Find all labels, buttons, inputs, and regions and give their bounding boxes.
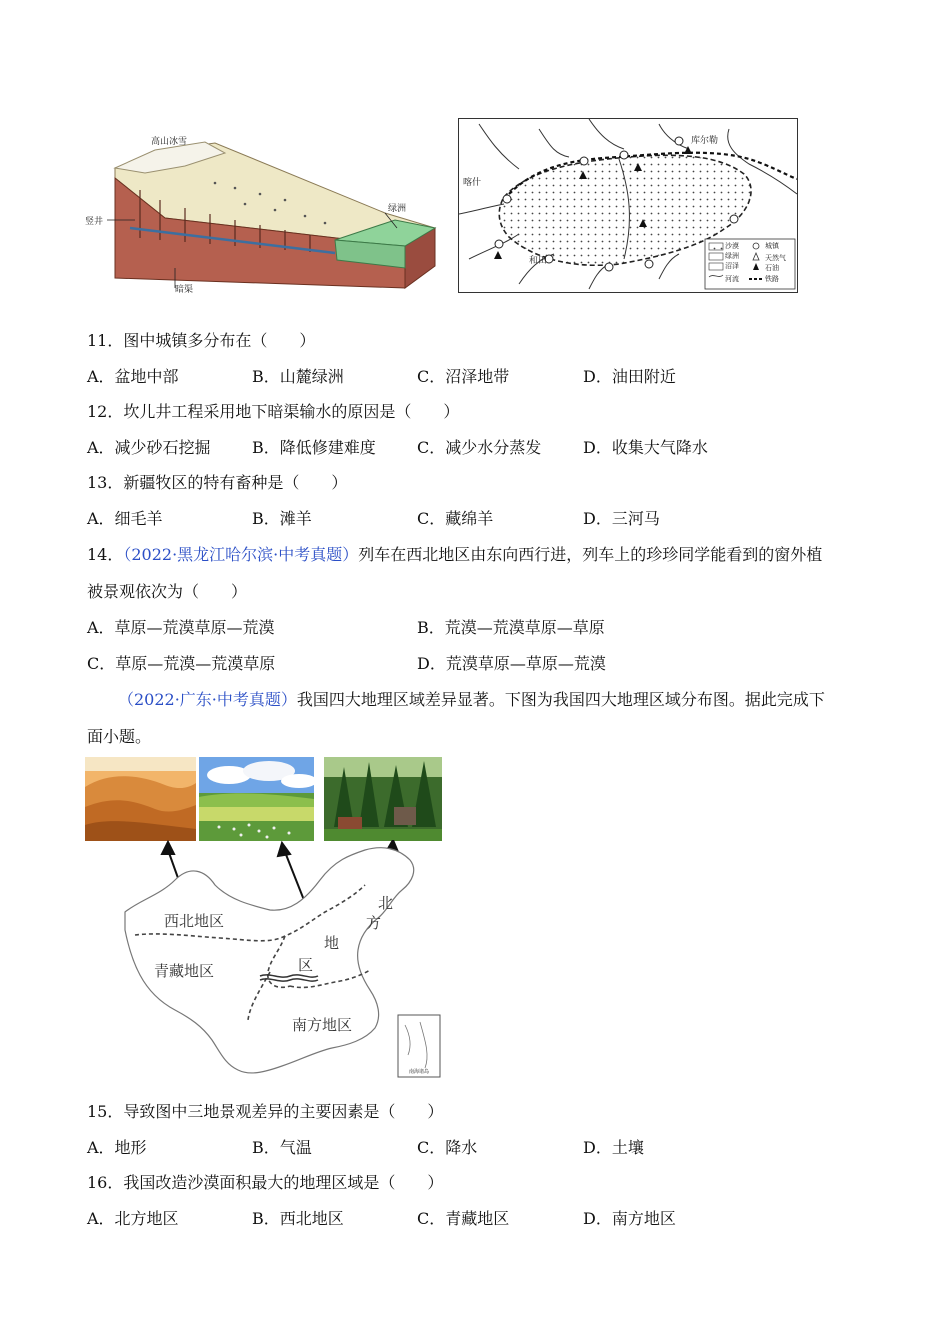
region-south: 南方地区 [292,1016,353,1034]
desert-photo [85,757,196,841]
q16-option-b: B．西北地区 [252,1209,344,1228]
question-15 [87,1102,443,1122]
q14-option-a: A．草原—荒漠草原—荒漠 [87,618,275,637]
legend-oil: 石油 [765,264,779,272]
region-northwest: 西北地区 [164,912,225,930]
q15-stem: 导致图中三地景观差异的主要因素是（ ） [123,1102,444,1121]
label-korla: 库尔勒 [691,136,719,146]
intro-text: 我国四大地理区域差异显著。下图为我国四大地理区域分布图。据此完成下 [296,690,825,709]
region-north-char-1: 北 [378,894,394,912]
label-channel: 暗渠 [175,285,194,295]
legend-desert: 沙漠 [725,242,739,250]
q11-number: 11． [87,331,124,350]
q11-option-c: C．沼泽地带 [417,367,510,386]
q16-option-d: D．南方地区 [583,1209,676,1228]
q14-stem: 列车在西北地区由东向西行进，列车上的珍珍同学能看到的窗外植 [358,545,823,564]
label-kashgar: 喀什 [463,178,482,188]
q11-option-a: A．盆地中部 [87,367,179,386]
q12-option-d: D．收集大气降水 [583,438,708,457]
q14-option-c: C．草原—荒漠—荒漠草原 [87,654,276,673]
q13-number: 13． [87,473,124,492]
legend-river: 河流 [725,275,739,283]
q12-option-c: C．减少水分蒸发 [417,438,542,457]
karez-diagram [85,128,440,298]
grassland-photo [199,757,314,841]
q15-option-c: C．降水 [417,1138,478,1157]
q15-option-a: A．地形 [87,1138,147,1157]
q13-stem: 新疆牧区的特有畜种是（ ） [123,473,348,492]
label-hotan: 和田 [529,256,548,266]
q13-option-d: D．三河马 [583,509,660,528]
legend-oasis: 绿洲 [725,252,739,260]
q12-option-a: A．减少砂石挖掘 [87,438,211,457]
intro-paragraph [118,690,825,710]
region-north-char-3: 地 [324,934,340,952]
region-north-char-2: 方 [366,914,382,932]
q13-option-a: A．细毛羊 [87,509,163,528]
q14-stem-cont: 被景观依次为（ ） [87,582,248,601]
question-12 [87,402,459,422]
china-regions-map [120,840,450,1085]
q14-option-b: B．荒漠—荒漠草原—草原 [417,618,605,637]
question-13 [87,473,347,493]
q16-option-c: C．青藏地区 [417,1209,510,1228]
q16-option-a: A．北方地区 [87,1209,179,1228]
q14-number: 14． [87,545,124,564]
q15-option-b: B．气温 [252,1138,312,1157]
question-16 [87,1173,443,1193]
tarim-basin-map [458,118,798,293]
q11-stem: 图中城镇多分布在（ ） [123,331,316,350]
region-qingzang: 青藏地区 [154,962,215,980]
question-11 [87,331,315,351]
q12-number: 12． [87,402,124,421]
intro-source: （2022·广东·中考真题） [118,690,297,709]
label-oasis: 绿洲 [388,204,407,214]
legend-town: 城镇 [765,242,779,250]
q15-option-d: D．土壤 [583,1138,644,1157]
inset-caption: 南海诸岛 [409,1069,430,1075]
q14-option-d: D．荒漠草原—草原—荒漠 [417,654,606,673]
q16-number: 16． [87,1173,124,1192]
question-14 [87,545,822,565]
q16-stem: 我国改造沙漠面积最大的地理区域是（ ） [123,1173,444,1192]
forest-photo [324,757,442,841]
q12-option-b: B．降低修建难度 [252,438,376,457]
legend-railway: 铁路 [765,275,779,283]
legend-gas: 天然气 [765,254,786,262]
label-shaft: 竖井 [85,217,104,227]
q13-option-c: C．藏绵羊 [417,509,494,528]
q14-source: （2022·黑龙江哈尔滨·中考真题） [123,545,359,564]
q11-option-b: B．山麓绿洲 [252,367,344,386]
q15-number: 15． [87,1102,124,1121]
q11-option-d: D．油田附近 [583,367,676,386]
intro-text-cont: 面小题。 [87,727,152,746]
q12-stem: 坎儿井工程采用地下暗渠输水的原因是（ ） [123,402,460,421]
region-north-char-4: 区 [298,956,314,974]
legend-marsh: 沼泽 [725,262,739,270]
label-snow: 高山冰雪 [151,137,188,147]
q13-option-b: B．滩羊 [252,509,312,528]
